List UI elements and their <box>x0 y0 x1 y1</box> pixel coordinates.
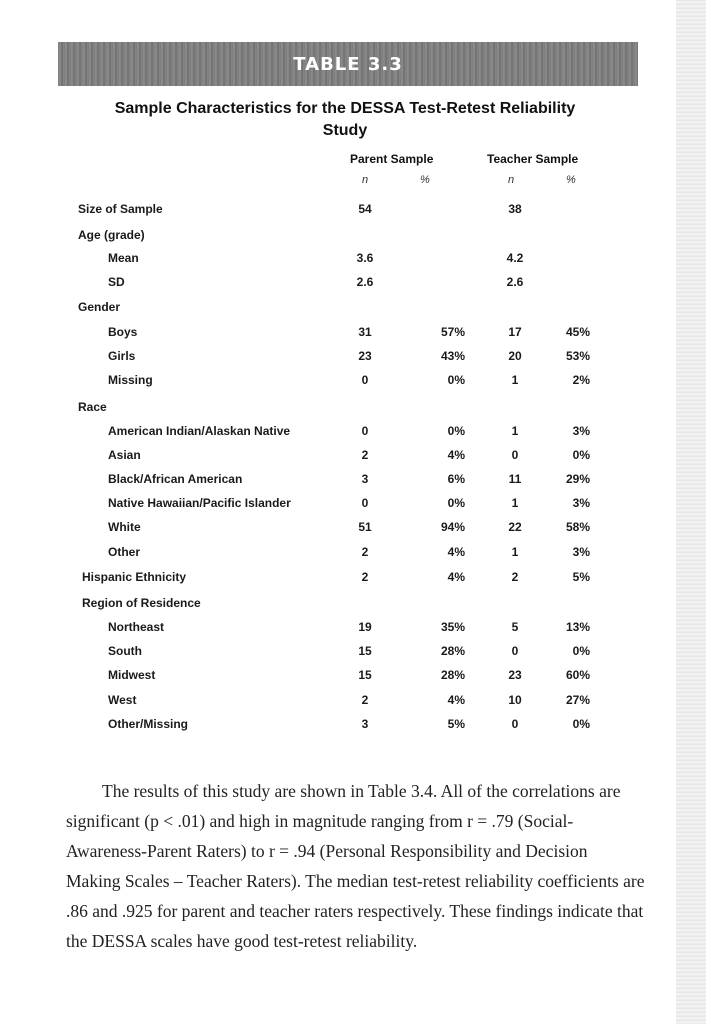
row-label: Missing <box>108 373 153 387</box>
row-label: Hispanic Ethnicity <box>82 570 187 584</box>
parent-pct-cell: 6% <box>447 472 465 486</box>
row-label: White <box>108 520 141 534</box>
parent-pct-cell: 0% <box>447 424 465 438</box>
teacher-n-cell: 23 <box>508 668 522 682</box>
table-row <box>0 345 676 369</box>
table-row <box>0 640 676 664</box>
parent-pct-cell: 94% <box>440 520 465 534</box>
teacher-pct-header: % <box>566 174 576 186</box>
parent-n-cell: 2 <box>361 448 369 462</box>
teacher-pct-cell: 3% <box>572 424 590 438</box>
teacher-n-cell: 5 <box>511 620 519 634</box>
teacher-n-cell: 1 <box>511 424 519 438</box>
parent-pct-cell: 0% <box>447 373 465 387</box>
table-row <box>0 592 676 616</box>
teacher-n-header: n <box>508 174 515 186</box>
teacher-n-cell: 22 <box>508 520 522 534</box>
table-row <box>0 664 676 688</box>
table-row <box>0 689 676 713</box>
row-label: Size of Sample <box>78 202 163 216</box>
table-row <box>0 224 676 248</box>
teacher-n-cell: 1 <box>511 496 519 510</box>
teacher-n-cell: 0 <box>511 717 519 731</box>
teacher-n-cell: 4.2 <box>506 251 524 265</box>
table-row <box>0 616 676 640</box>
parent-pct-cell: 43% <box>440 349 465 363</box>
parent-n-cell: 0 <box>361 424 369 438</box>
table-row <box>0 247 676 271</box>
parent-pct-cell: 4% <box>447 693 465 707</box>
table-label-banner <box>58 42 638 86</box>
row-label: SD <box>108 275 125 289</box>
teacher-pct-cell: 27% <box>565 693 590 707</box>
teacher-pct-cell: 53% <box>565 349 590 363</box>
parent-n-cell: 0 <box>361 373 369 387</box>
teacher-pct-cell: 29% <box>565 472 590 486</box>
parent-n-cell: 31 <box>358 325 372 339</box>
row-label: Age (grade) <box>78 228 145 242</box>
teacher-n-cell: 1 <box>511 373 519 387</box>
teacher-n-cell: 38 <box>508 202 522 216</box>
teacher-pct-cell: 13% <box>565 620 590 634</box>
row-label: Girls <box>108 349 136 363</box>
parent-pct-cell: 35% <box>440 620 465 634</box>
row-label: Race <box>78 400 107 414</box>
table-row <box>0 369 676 393</box>
table-row <box>0 492 676 516</box>
table-row <box>0 566 676 590</box>
table-row <box>0 420 676 444</box>
parent-pct-cell: 0% <box>447 496 465 510</box>
row-label: Other <box>108 545 141 559</box>
parent-pct-cell: 28% <box>440 644 465 658</box>
row-label: South <box>108 644 142 658</box>
row-label: Midwest <box>108 668 156 682</box>
teacher-n-cell: 1 <box>511 545 519 559</box>
table-row <box>0 296 676 320</box>
teacher-n-cell: 0 <box>511 644 519 658</box>
teacher-pct-cell: 3% <box>572 496 590 510</box>
parent-n-header: n <box>362 174 369 186</box>
parent-n-cell: 3 <box>361 717 369 731</box>
teacher-pct-cell: 3% <box>572 545 590 559</box>
parent-n-cell: 23 <box>358 349 372 363</box>
table-title: Sample Characteristics for the DESSA Test-Retest Reliability Study <box>114 100 576 139</box>
teacher-pct-cell: 0% <box>572 644 590 658</box>
row-label: Northeast <box>108 620 165 634</box>
body-paragraph: The results of this study are shown in Table 3.4. All of the correlations are significant (p < .01) and high in magnitude ranging from r = .79 (Social-Awareness-Parent Raters) to r = .94 (Personal Responsibility and Decision Making Scales – Teacher Raters). The median test-retest reliability coefficients are .86 and .925 for parent and teacher raters respectively. These findings indicate that the DESSA scales have good test-retest reliability. <box>66 781 645 951</box>
parent-pct-cell: 57% <box>440 325 465 339</box>
parent-n-cell: 3 <box>361 472 369 486</box>
parent-sample-header: Parent Sample <box>350 152 434 166</box>
teacher-n-cell: 11 <box>508 472 522 486</box>
body-paragraph-block <box>66 776 646 956</box>
table-row <box>0 444 676 468</box>
parent-n-cell: 15 <box>358 644 372 658</box>
teacher-pct-cell: 0% <box>572 448 590 462</box>
teacher-pct-cell: 60% <box>565 668 590 682</box>
teacher-n-cell: 2 <box>511 570 519 584</box>
teacher-pct-cell: 0% <box>572 717 590 731</box>
parent-n-cell: 2.6 <box>356 275 374 289</box>
table-row <box>0 516 676 540</box>
teacher-n-cell: 10 <box>508 693 522 707</box>
teacher-n-cell: 0 <box>511 448 519 462</box>
table-row <box>0 541 676 565</box>
teacher-n-cell: 17 <box>508 325 522 339</box>
parent-pct-cell: 4% <box>447 545 465 559</box>
row-label: Boys <box>108 325 138 339</box>
teacher-pct-cell: 45% <box>565 325 590 339</box>
page-edge-texture <box>676 0 706 1024</box>
parent-n-cell: 3.6 <box>356 251 374 265</box>
parent-n-cell: 2 <box>361 545 369 559</box>
row-label: Mean <box>108 251 139 265</box>
parent-pct-header: % <box>420 174 430 186</box>
table-label: TABLE 3.3 <box>293 53 403 75</box>
table-row <box>0 198 676 222</box>
teacher-n-cell: 20 <box>508 349 522 363</box>
table-row <box>0 271 676 295</box>
parent-n-cell: 15 <box>358 668 372 682</box>
parent-pct-cell: 28% <box>440 668 465 682</box>
parent-n-cell: 0 <box>361 496 369 510</box>
row-label: Asian <box>108 448 141 462</box>
table-row <box>0 321 676 345</box>
row-label: Gender <box>78 300 121 314</box>
parent-n-cell: 19 <box>358 620 372 634</box>
teacher-sample-header: Teacher Sample <box>487 152 579 166</box>
table-row <box>0 468 676 492</box>
teacher-n-cell: 2.6 <box>506 275 524 289</box>
parent-pct-cell: 5% <box>447 717 465 731</box>
parent-n-cell: 2 <box>361 570 369 584</box>
row-label: West <box>108 693 137 707</box>
parent-pct-cell: 4% <box>447 448 465 462</box>
teacher-pct-cell: 58% <box>565 520 590 534</box>
teacher-pct-cell: 2% <box>572 373 590 387</box>
parent-pct-cell: 4% <box>447 570 465 584</box>
parent-n-cell: 51 <box>358 520 372 534</box>
parent-n-cell: 54 <box>358 202 372 216</box>
row-label: Region of Residence <box>82 596 201 610</box>
row-label: Black/African American <box>108 472 243 486</box>
parent-n-cell: 2 <box>361 693 369 707</box>
row-label: Other/Missing <box>108 717 189 731</box>
table-row <box>0 713 676 737</box>
table-row <box>0 396 676 420</box>
row-label: Native Hawaiian/Pacific Islander <box>108 496 291 510</box>
row-label: American Indian/Alaskan Native <box>108 424 291 438</box>
teacher-pct-cell: 5% <box>572 570 590 584</box>
